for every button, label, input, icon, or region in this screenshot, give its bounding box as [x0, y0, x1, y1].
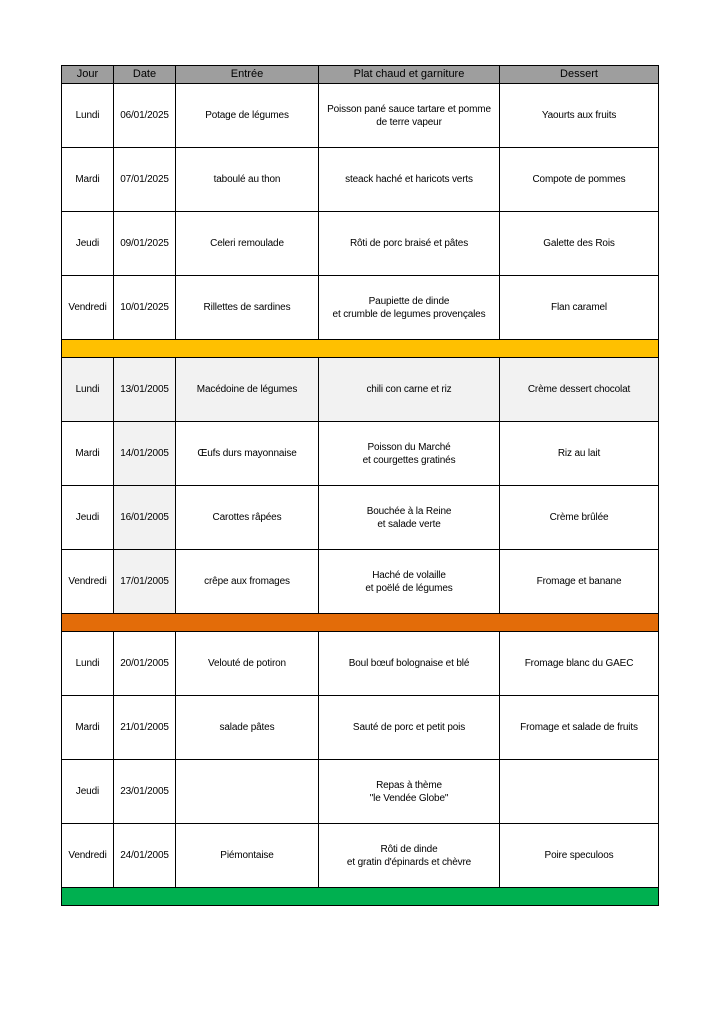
dessert-cell: Galette des Rois — [500, 212, 659, 276]
header-dessert: Dessert — [500, 66, 659, 84]
separator-bar — [62, 888, 659, 906]
plat-cell — [319, 422, 500, 486]
table-row — [62, 632, 659, 696]
week-separator-orange — [62, 614, 659, 632]
dessert-cell: Crème dessert chocolat — [500, 358, 659, 422]
jour-cell: Vendredi — [62, 550, 114, 614]
plat-text: Rôti de dinde et gratin d'épinards et chèvre — [346, 843, 472, 868]
table-row — [62, 148, 659, 212]
entree-cell: Potage de légumes — [176, 84, 319, 148]
date-cell: 24/01/2005 — [114, 824, 176, 888]
entree-cell: Velouté de potiron — [176, 632, 319, 696]
week-separator-yellow — [62, 340, 659, 358]
header-row — [62, 66, 659, 84]
header-plat: Plat chaud et garniture — [319, 66, 500, 84]
table-row — [62, 824, 659, 888]
entree-cell: crêpe aux fromages — [176, 550, 319, 614]
dessert-cell: Fromage blanc du GAEC — [500, 632, 659, 696]
jour-cell: Lundi — [62, 632, 114, 696]
plat-text: steack haché et haricots verts — [345, 174, 473, 185]
jour-cell: Jeudi — [62, 486, 114, 550]
jour-cell: Jeudi — [62, 760, 114, 824]
date-cell: 07/01/2025 — [114, 148, 176, 212]
plat-text: Repas à thème "le Vendée Globe" — [369, 779, 449, 804]
jour-cell: Lundi — [62, 84, 114, 148]
jour-cell: Mardi — [62, 148, 114, 212]
header-entree: Entrée — [176, 66, 319, 84]
entree-cell — [176, 760, 319, 824]
dessert-cell: Crème brûlée — [500, 486, 659, 550]
entree-cell: Œufs durs mayonnaise — [176, 422, 319, 486]
date-cell: 09/01/2025 — [114, 212, 176, 276]
week-separator-green — [62, 888, 659, 906]
jour-cell: Mardi — [62, 696, 114, 760]
plat-text: chili con carne et riz — [366, 384, 452, 395]
date-cell: 21/01/2005 — [114, 696, 176, 760]
plat-cell — [319, 84, 500, 148]
plat-cell — [319, 632, 500, 696]
table-row — [62, 84, 659, 148]
plat-text: Rôti de porc braisé et pâtes — [349, 238, 469, 249]
plat-text: Haché de volaille et poëlé de légumes — [365, 569, 453, 594]
dessert-cell: Compote de pommes — [500, 148, 659, 212]
table-row — [62, 422, 659, 486]
jour-cell: Vendredi — [62, 276, 114, 340]
header-jour: Jour — [62, 66, 114, 84]
plat-cell — [319, 760, 500, 824]
date-cell: 14/01/2005 — [114, 422, 176, 486]
date-cell: 17/01/2005 — [114, 550, 176, 614]
dessert-cell: Poire speculoos — [500, 824, 659, 888]
entree-cell: salade pâtes — [176, 696, 319, 760]
jour-cell: Vendredi — [62, 824, 114, 888]
plat-text: Bouchée à la Reine et salade verte — [366, 505, 452, 530]
dessert-cell: Flan caramel — [500, 276, 659, 340]
dessert-cell — [500, 760, 659, 824]
dessert-cell: Fromage et salade de fruits — [500, 696, 659, 760]
plat-cell — [319, 276, 500, 340]
plat-text: Boul bœuf bolognaise et blé — [348, 658, 470, 669]
dessert-cell: Riz au lait — [500, 422, 659, 486]
entree-cell: Macédoine de légumes — [176, 358, 319, 422]
plat-text: Paupiette de dinde et crumble de legumes provençales — [332, 295, 486, 320]
plat-cell — [319, 358, 500, 422]
jour-cell: Lundi — [62, 358, 114, 422]
table-row — [62, 358, 659, 422]
plat-cell — [319, 212, 500, 276]
date-cell: 20/01/2005 — [114, 632, 176, 696]
entree-cell: taboulé au thon — [176, 148, 319, 212]
date-cell: 16/01/2005 — [114, 486, 176, 550]
jour-cell: Jeudi — [62, 212, 114, 276]
plat-text: Poisson du Marché et courgettes gratinés — [362, 441, 456, 466]
entree-cell: Rillettes de sardines — [176, 276, 319, 340]
separator-bar — [62, 614, 659, 632]
date-cell: 13/01/2005 — [114, 358, 176, 422]
plat-text: Poisson pané sauce tartare et pomme de terre vapeur — [327, 103, 491, 128]
entree-cell: Celeri remoulade — [176, 212, 319, 276]
table-row — [62, 212, 659, 276]
separator-bar — [62, 340, 659, 358]
plat-cell — [319, 696, 500, 760]
plat-cell — [319, 550, 500, 614]
date-cell: 23/01/2005 — [114, 760, 176, 824]
entree-cell: Piémontaise — [176, 824, 319, 888]
menu-table — [61, 65, 659, 906]
header-date: Date — [114, 66, 176, 84]
dessert-cell: Yaourts aux fruits — [500, 84, 659, 148]
dessert-cell: Fromage et banane — [500, 550, 659, 614]
date-cell: 10/01/2025 — [114, 276, 176, 340]
plat-cell — [319, 486, 500, 550]
date-cell: 06/01/2025 — [114, 84, 176, 148]
table-row — [62, 550, 659, 614]
table-row — [62, 486, 659, 550]
jour-cell: Mardi — [62, 422, 114, 486]
entree-cell: Carottes râpées — [176, 486, 319, 550]
plat-cell — [319, 824, 500, 888]
table-row — [62, 276, 659, 340]
plat-text: Sauté de porc et petit pois — [352, 722, 466, 733]
table-row — [62, 760, 659, 824]
table-row — [62, 696, 659, 760]
plat-cell — [319, 148, 500, 212]
